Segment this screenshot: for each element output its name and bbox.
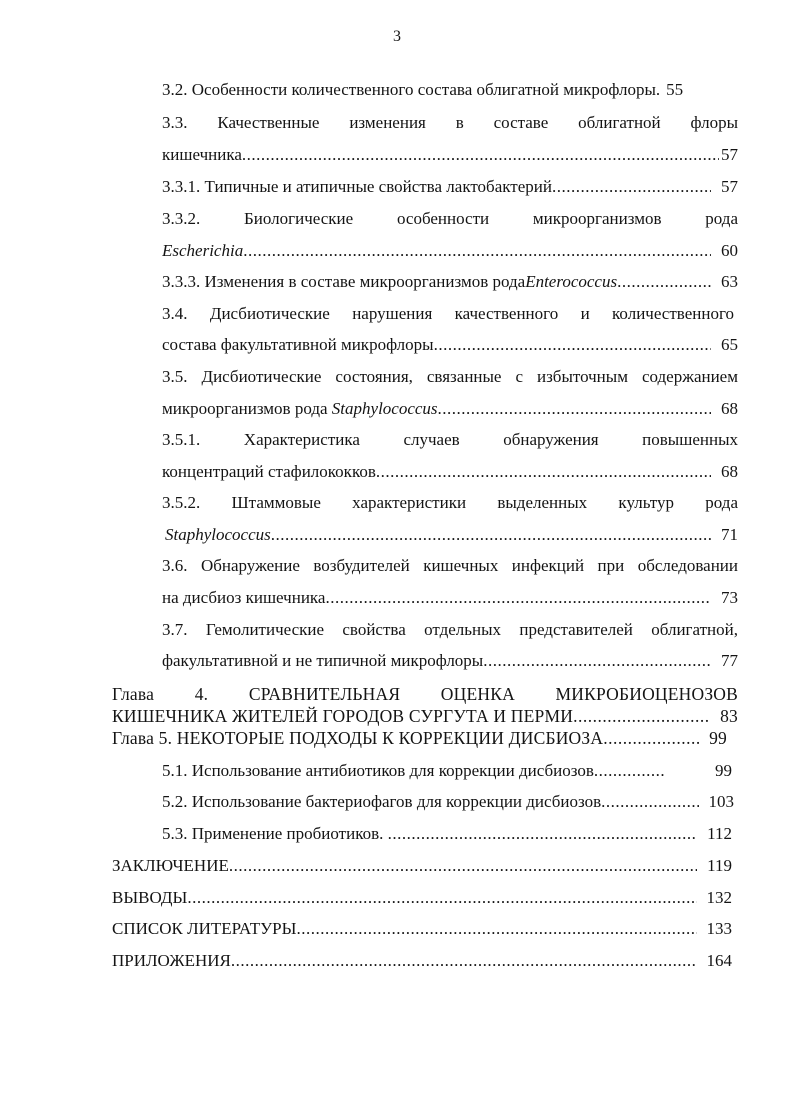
toc-entry-italic: Enterococcus (525, 272, 618, 291)
toc-page-number: 99 (715, 761, 732, 780)
toc-page-number: 65 (721, 335, 738, 354)
toc-leader-dots (617, 271, 711, 293)
toc-entry-3-3-line1: 3.3. Качественные изменения в составе облигатной флоры (162, 113, 738, 132)
toc-page-number: 119 (707, 856, 732, 875)
toc-page-number: 77 (721, 651, 738, 670)
toc-entry-text: 5.2. Использование бактериофагов для коррекции дисбиозов (162, 792, 602, 811)
toc-leader-dots (325, 587, 711, 609)
toc-leader-dots (573, 705, 710, 727)
toc-entry-text: состава факультативной микрофлоры (162, 335, 434, 354)
toc-entry-3-3-2-line1: 3.3.2. Биологические особенности микроорганизмов рода (162, 209, 738, 228)
toc-entry-text: микроорганизмов рода (162, 399, 332, 418)
toc-entry-3-4-line1: 3.4. Дисбиотические нарушения качественного и количественного (162, 304, 734, 323)
toc-page-number: 71 (721, 525, 738, 544)
toc-entry-3-7-line2 (162, 650, 738, 672)
toc-entry-3-5-line1: 3.5. Дисбиотические состояния, связанные с избыточным содержанием (162, 367, 738, 386)
toc-chapter-4-line1: Глава 4. СРАВНИТЕЛЬНАЯ ОЦЕНКА МИКРОБИОЦЕНОЗОВ (112, 684, 738, 704)
toc-leader-dots (231, 950, 697, 972)
toc-leader-dots (243, 240, 711, 262)
toc-page-number: 132 (706, 888, 732, 907)
toc-entry-3-5-2-line1: 3.5.2. Штаммовые характеристики выделенных культур рода (162, 493, 738, 512)
toc-entry-3-5-2-line2 (165, 524, 738, 546)
toc-chapter-4-line2 (112, 705, 738, 727)
toc-entry-italic: Escherichia (162, 241, 244, 260)
toc-leader-dots (603, 727, 699, 749)
toc-leader-dots (594, 760, 664, 782)
toc-leader-dots (296, 918, 696, 940)
toc-leader-dots (187, 887, 696, 909)
toc-entry-text: 5.1. Использование антибиотиков для коррекции дисбиозов (162, 761, 594, 780)
toc-page-number: 60 (721, 241, 738, 260)
toc-entry-text: факультативной и не типичной микрофлоры (162, 651, 484, 670)
toc-page-number: 103 (708, 792, 734, 811)
toc-entry-text: 3.3.1. Типичные и атипичные свойства лактобактерий (162, 177, 552, 196)
toc-entry-3-5-1-line2 (162, 461, 738, 483)
toc-entry-text: ПРИЛОЖЕНИЯ (112, 951, 231, 970)
toc-leader-dots (229, 855, 697, 877)
toc-entry-5-1 (162, 760, 732, 782)
toc-leader-dots (271, 524, 711, 546)
toc-entry-text: Глава 5. НЕКОТОРЫЕ ПОДХОДЫ К КОРРЕКЦИИ ДИСБИОЗА (112, 728, 604, 748)
toc-page-number: 68 (721, 399, 738, 418)
toc-page-number: 57 (721, 177, 738, 196)
toc-leader-dots (388, 823, 697, 845)
toc-leader-dots (438, 398, 711, 420)
toc-page-number: 63 (721, 272, 738, 291)
toc-leader-dots (601, 791, 698, 813)
toc-entry-3-7-line1: 3.7. Гемолитические свойства отдельных представителей облигатной, (162, 620, 738, 639)
toc-entry-5-2 (162, 791, 734, 813)
toc-conclusion (112, 855, 732, 877)
toc-page-number: 133 (706, 919, 732, 938)
toc-entry-3-6-line2 (162, 587, 738, 609)
toc-entry-text: на дисбиоз кишечника (162, 588, 326, 607)
toc-entry-5-3 (162, 823, 732, 845)
toc-leader-dots (242, 144, 719, 166)
toc-leader-dots (483, 650, 711, 672)
toc-leader-dots (552, 176, 711, 198)
toc-page-number: 83 (720, 706, 738, 726)
toc-entry-3-4-line2 (162, 334, 738, 356)
toc-entry-italic: Staphylococcus (165, 525, 271, 544)
toc-conclusions (112, 887, 732, 909)
toc-page-number: 55 (666, 80, 684, 99)
toc-entry-3-3-2-line2 (162, 240, 738, 262)
toc-entry-3-3-3 (162, 271, 738, 293)
toc-entry-text: 3.2. Особенности количественного состава облигатной микрофлоры. (162, 80, 661, 99)
toc-entry-3-5-1-line1: 3.5.1. Характеристика случаев обнаружения повышенных (162, 430, 738, 449)
toc-chapter-5 (112, 727, 727, 749)
toc-appendices (112, 950, 732, 972)
toc-entry-3-6-line1: 3.6. Обнаружение возбудителей кишечных инфекций при обследовании (162, 556, 738, 575)
toc-entry-text: кишечника (162, 145, 242, 164)
toc-leader-dots (376, 461, 711, 483)
toc-entry-text: КИШЕЧНИКА ЖИТЕЛЕЙ ГОРОДОВ СУРГУТА И ПЕРМИ (112, 706, 574, 726)
toc-page-number: 164 (706, 951, 732, 970)
toc-entry-text: СПИСОК ЛИТЕРАТУРЫ (112, 919, 297, 938)
toc-entry-3-5-line2 (162, 398, 738, 420)
toc-page-number: 68 (721, 462, 738, 481)
toc-entry-text: 3.3.3. Изменения в составе микроорганизмов рода (162, 272, 526, 291)
toc-references (112, 918, 732, 940)
toc-entry-3-3-1 (162, 176, 738, 198)
toc-entry-italic: Staphylococcus (331, 399, 438, 418)
toc-entry-text: ЗАКЛЮЧЕНИЕ (112, 856, 229, 875)
toc-entry-3-3-line2 (162, 144, 738, 166)
toc-page-number: 112 (707, 824, 732, 843)
toc-page-number: 99 (709, 728, 727, 748)
toc-entry-text: 5.3. Применение пробиотиков. (162, 824, 388, 843)
toc-page-number: 73 (721, 588, 738, 607)
toc-page-number: 57 (721, 145, 738, 164)
toc-entry-text: концентраций стафилококков (162, 462, 376, 481)
toc-entry-3-2 (162, 79, 738, 101)
toc-leader-dots (434, 334, 711, 356)
page-number: 3 (393, 28, 401, 45)
toc-entry-text: ВЫВОДЫ (112, 888, 188, 907)
